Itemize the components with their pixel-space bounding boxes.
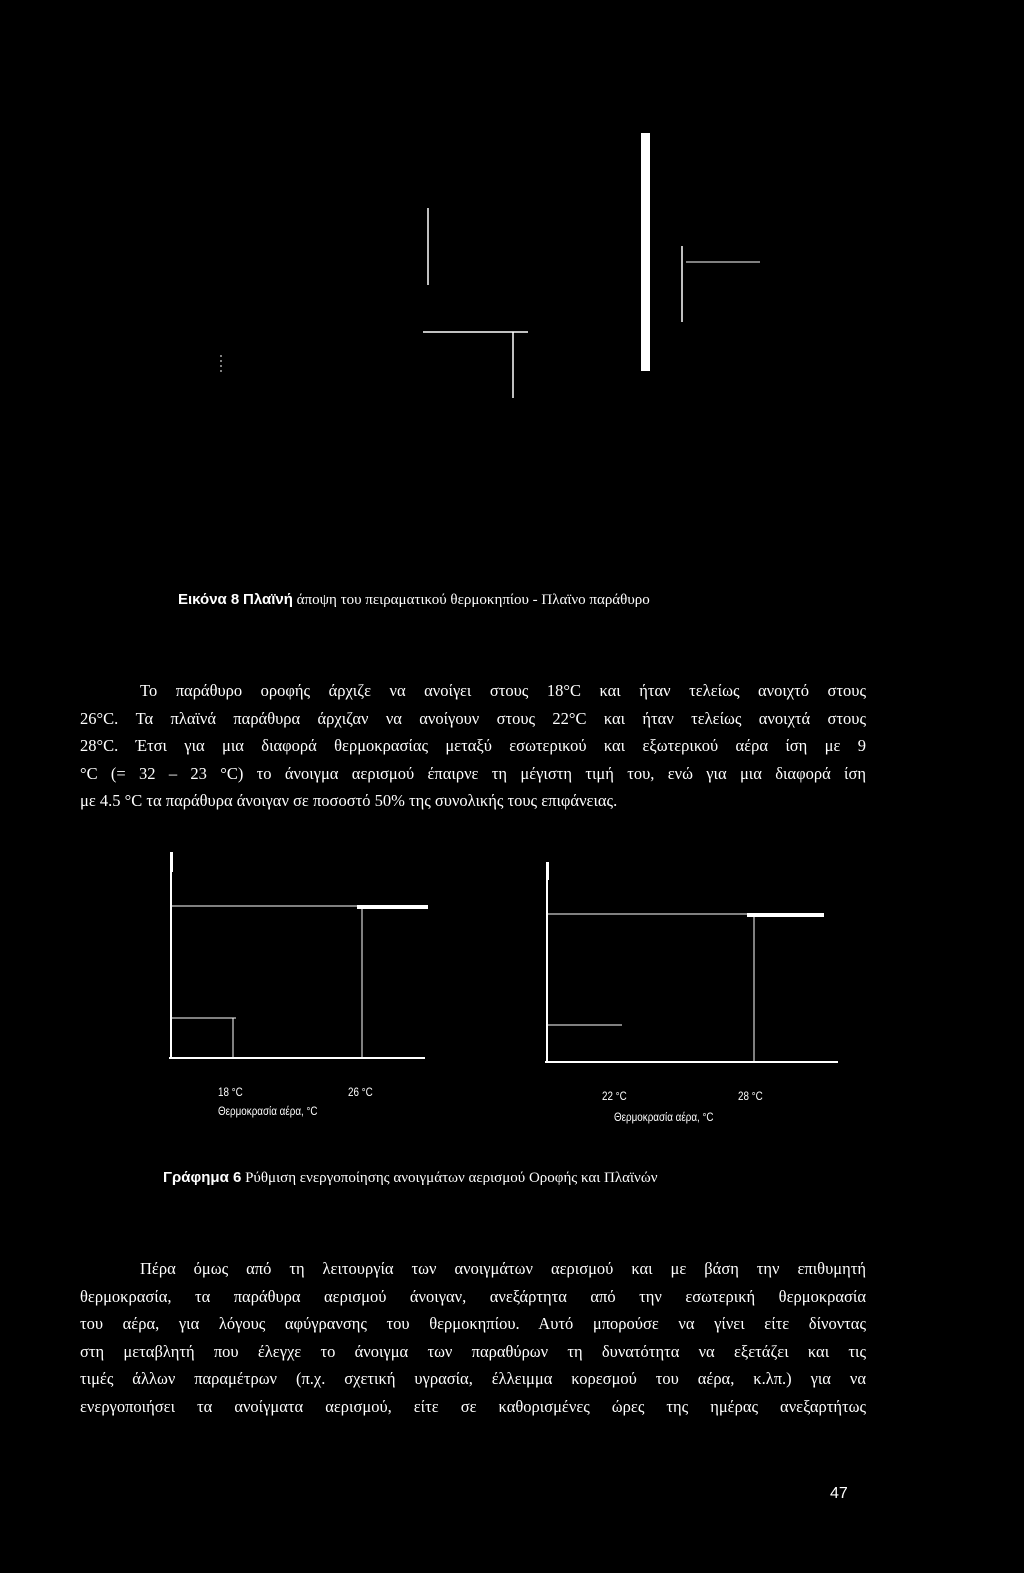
figure-title-bold: Πλαϊνή [243,591,293,608]
chart2-x-axis-label: Θερμοκρασία αέρα, °C [614,1110,714,1124]
photo-frame-post [641,133,650,371]
figure-label: Εικόνα 8 [178,591,240,608]
paragraph-line: 26°C. Τα πλαϊνά παράθυρα άρχιζαν να ανοίγουν στους 22°C και ήταν τελείως ανοιχτά στους [80,708,866,728]
paragraph-line: ενεργοποιήσει τα ανοίγματα αερισμού, είτε σε καθορισμένες ώρες της ημέρας ανεξαρτήτως [80,1396,866,1416]
chart2-tick-label: 22 °C [602,1089,627,1103]
paragraph-line: Πέρα όμως από τη λειτουργία των ανοιγμάτων αερισμού και με βάση την επιθυμητή [140,1259,866,1278]
figure-title: άποψη του πειραματικού θερμοκηπίου - Πλαϊνο παράθυρο [296,592,650,608]
chart1-x-axis-label: Θερμοκρασία αέρα, °C [218,1104,318,1118]
paragraph-line: °C (= 32 – 23 °C) το άνοιγμα αερισμού έπαιρνε τη μέγιστη τιμή του, ενώ για μια διαφορά ίση [80,763,866,783]
chart1-tick-label: 26 °C [348,1085,373,1099]
chart1-axis-arrow [170,852,173,872]
page-number: 47 [830,1485,848,1502]
paragraph-line: 28°C. Έτσι για μια διαφορά θερμοκρασίας μεταξύ εσωτερικού και εξωτερικού αέρα ίση με 9 [80,736,866,755]
chart-roof-window [169,852,428,1058]
chart2-axis-arrow [546,862,549,880]
paragraph-line: Το παράθυρο οροφής άρχιζε να ανοίγει στους 18°C και ήταν τελείως ανοιχτό στους [140,681,866,700]
paragraph-line: του αέρα, για λόγους αφύγρανσης του θερμοκηπίου. Αυτό μπορούσε να γίνει είτε δίνοντας [80,1314,866,1333]
paragraph-line: θερμοκρασία, τα παράθυρα αερισμού άνοιγαν, ανεξάρτητα από την εσωτερική θερμοκρασία [80,1286,866,1306]
chart-side-windows [545,862,838,1062]
paragraph-line: με 4.5 °C τα παράθυρα άνοιγαν σε ποσοστό 50% της συνολικής τους επιφάνειας. [80,791,618,810]
graph-title: Ρύθμιση ενεργοποίησης ανοιγμάτων αερισμού Οροφής και Πλαϊνών [245,1170,658,1186]
paragraph-1 [80,677,866,815]
chart1-tick-label: 18 °C [218,1085,243,1099]
paragraph-2 [80,1255,866,1420]
paragraph-line: τιμές άλλων παραμέτρων (π.χ. σχετική υγρασία, έλλειμμα κορεσμού του αέρα, κ.λπ.) για να [80,1369,866,1388]
chart2-tick-label: 28 °C [738,1089,763,1103]
graph-caption [163,1169,863,1187]
graph-label: Γράφημα 6 [163,1169,242,1186]
figure-caption [178,591,878,609]
paragraph-line: στη μεταβλητή που έλεγχε το άνοιγμα των παραθύρων τη δυνατότητα να εξετάζει και τις [80,1341,866,1361]
